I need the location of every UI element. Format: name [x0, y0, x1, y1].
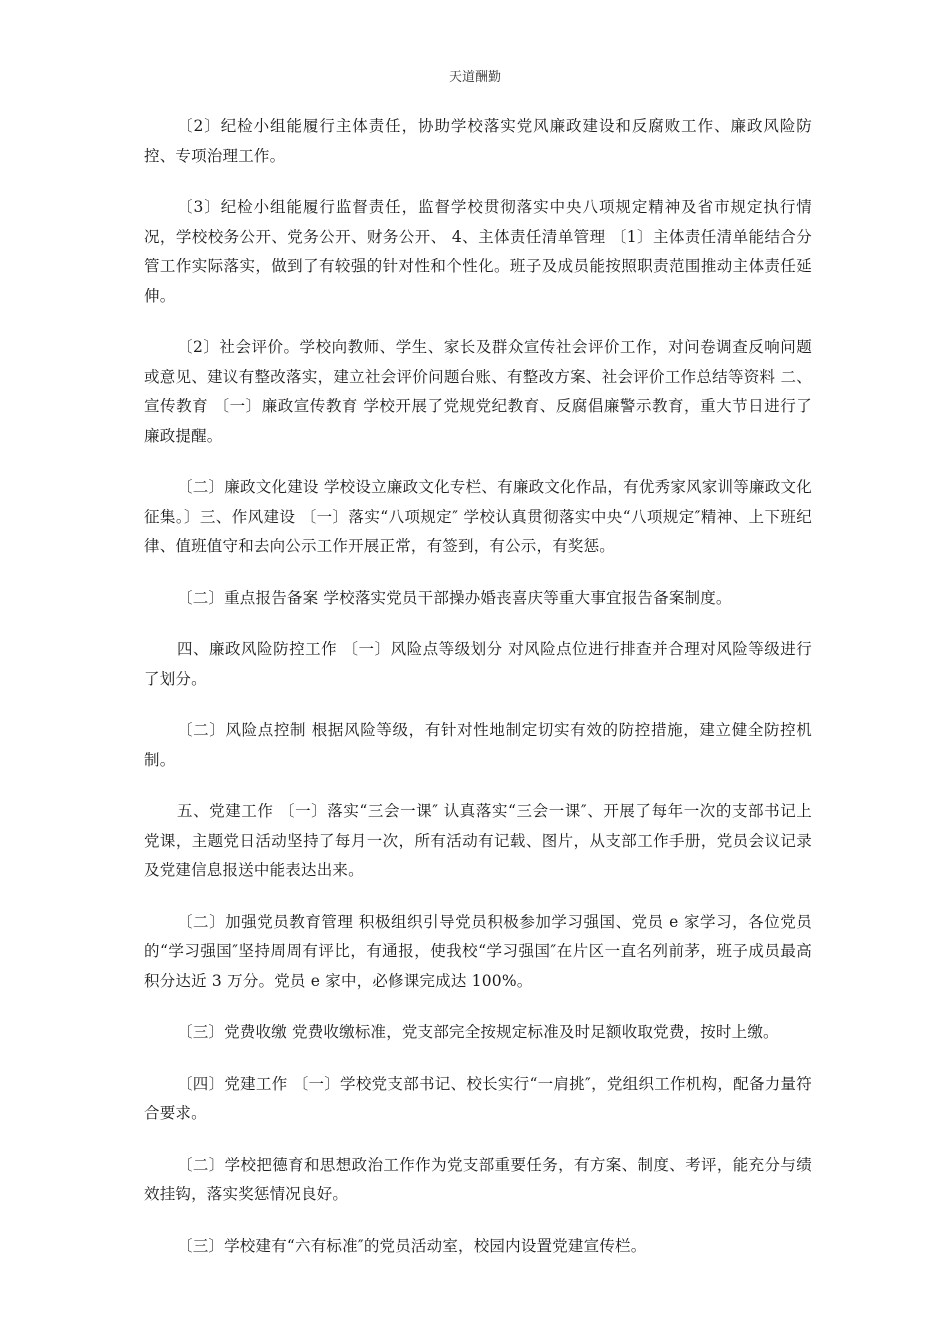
paragraph: 〔四〕党建工作 〔一〕学校党支部书记、校长实行“一肩挑″，党组织工作机构，配备力量符合要求。 [144, 1074, 812, 1122]
paragraph: 〔三〕学校建有“六有标准″的党员活动室，校园内设置党建宣传栏。 [177, 1236, 647, 1255]
paragraph: 〔二〕廉政文化建设 学校设立廉政文化专栏、有廉政文化作品，有优秀家风家训等廉政文化征集。〕三、作风建设 〔一〕落实“八项规定″ 学校认真贯彻落实中央“八项规定″精神、上下班纪律、值班值守和去向公示工作开展正常，有签到，有公示，有奖惩。 [144, 478, 812, 555]
paragraph: 〔二〕重点报告备案 学校落实党员干部操办婚丧喜庆等重大事宜报告备案制度。 [177, 588, 732, 607]
paragraph: 〔3〕纪检小组能履行监督责任，监督学校贯彻落实中央八项规定精神及省市规定执行情况，学校校务公开、党务公开、财务公开、 4、主体责任清单管理 〔1〕主体责任清单能结合分管工作实际落实，做到了有较强的针对性和个性化。班子及成员能按照职责范围推动主体责任延伸。 [144, 198, 812, 305]
paragraph: 〔2〕社会评价。学校向教师、学生、家长及群众宣传社会评价工作，对问卷调查反响问题或意见、建议有整改落实，建立社会评价问题台账、有整改方案、社会评价工作总结等资料 二、宣传教育 〔一〕廉政宣传教育 学校开展了党规党纪教育、反腐倡廉警示教育，重大节日进行了廉政提醒。 [144, 338, 812, 445]
paragraph: 〔二〕风险点控制 根据风险等级，有针对性地制定切实有效的防控措施，建立健全防控机制。 [144, 721, 812, 769]
paragraph: 〔二〕学校把德育和思想政治工作作为党支部重要任务，有方案、制度、考评，能充分与绩效挂钩，落实奖惩情况良好。 [144, 1155, 812, 1203]
paragraph: 〔三〕党费收缴 党费收缴标准，党支部完全按规定标准及时足额收取党费，按时上缴。 [177, 1023, 779, 1041]
paragraph: 四、廉政风险防控工作 〔一〕风险点等级划分 对风险点位进行排查并合理对风险等级进行了划分。 [144, 640, 812, 688]
paragraph: 五、党建工作 〔一〕落实“三会一课″ 认真落实“三会一课″、开展了每年一次的支部书记上党课，主题党日活动坚持了每月一次，所有活动有记载、图片，从支部工作手册，党员会议记录及党建信息报送中能表达出来。 [144, 802, 812, 879]
page-header: 天道酬勤 [448, 70, 501, 85]
paragraph: 〔2〕纪检小组能履行主体责任，协助学校落实党风廉政建设和反腐败工作、廉政风险防控、专项治理工作。 [144, 117, 812, 165]
document-body [144, 112, 812, 1283]
paragraph: 〔二〕加强党员教育管理 积极组织引导党员积极参加学习强国、党员 e 家学习，各位党员的“学习强国″坚持周周有评比，有通报，使我校“学习强国″在片区一直名列前茅，班子成员最高积分达近 3 万分。党员 e 家中，必修课完成达 100%。 [144, 912, 812, 990]
